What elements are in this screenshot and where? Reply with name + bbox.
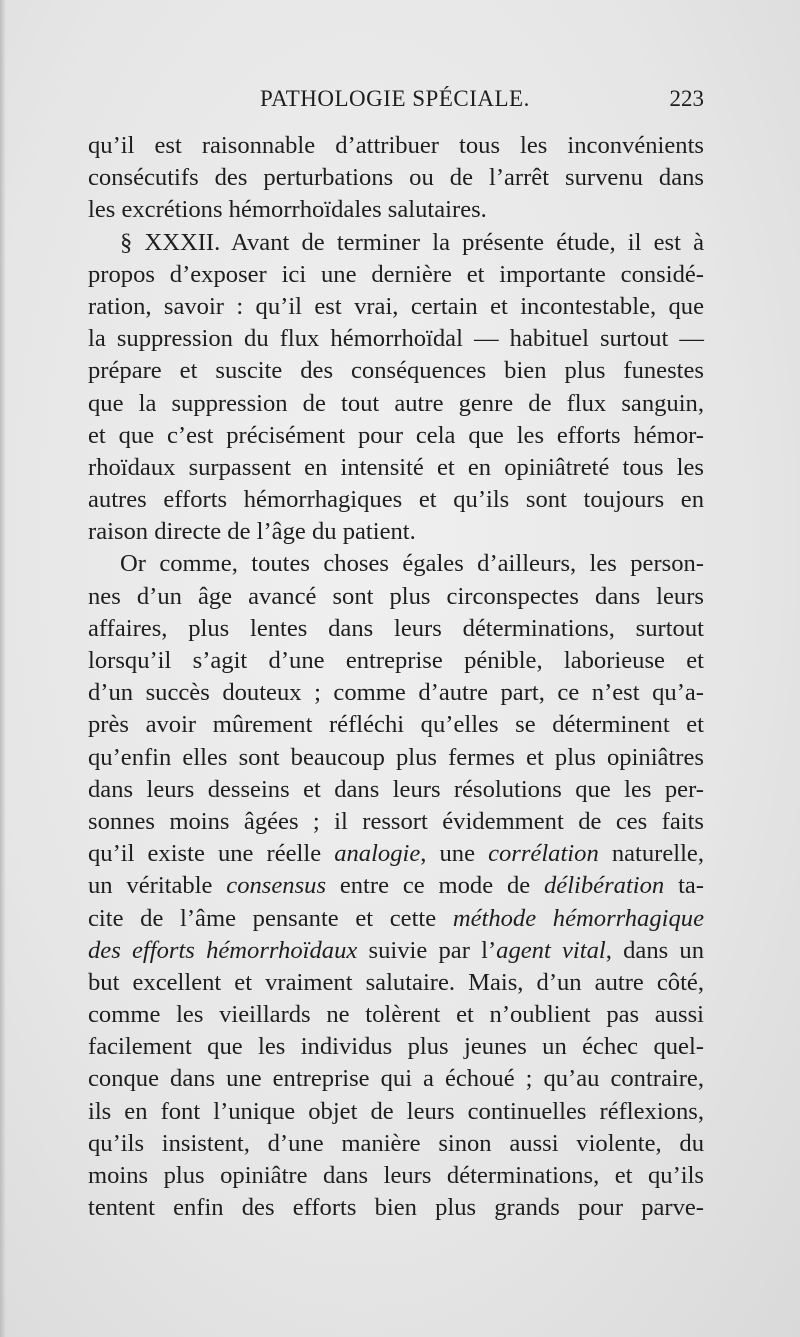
text-segment: qu’il est raisonnable d’attribuer tous les inconvénients (88, 132, 704, 159)
text-segment: entre ce mode de (326, 872, 544, 900)
text-line (88, 323, 704, 355)
text-line (88, 484, 704, 516)
text-segment: rhoïdaux surpassent en intensité et en opiniâtreté tous les (88, 453, 704, 481)
text-line (88, 227, 704, 259)
italic-text: méthode hémorrhagique (452, 904, 704, 932)
text-line (88, 967, 704, 999)
text-segment: naturelle, (598, 840, 704, 868)
text-segment: qu’enfin elles sont beaucoup plus fermes et plus opiniâtres (88, 743, 704, 771)
text-segment: facilement que les individus plus jeunes un échec quel- (88, 1033, 704, 1061)
text-line (88, 870, 704, 902)
italic-text: consensus (226, 872, 327, 900)
text-line (88, 259, 704, 291)
text-line (88, 194, 704, 226)
italic-text: des efforts hémorrhoïdaux (88, 936, 358, 964)
text-segment: autres efforts hémorrhagiques et qu’ils sont toujours en (88, 486, 704, 514)
text-segment: ils en font l’unique objet de leurs continuelles réflexions, (88, 1097, 704, 1125)
text-line (88, 838, 704, 870)
text-line (88, 999, 704, 1031)
italic-text: délibération (544, 872, 665, 900)
text-segment: conque dans une entreprise qui a échoué ; qu’au contraire, (88, 1065, 704, 1093)
text-line (88, 613, 704, 645)
text-line (88, 388, 704, 420)
text-segment: but excellent et vraiment salutaire. Mais, d’un autre côté, (88, 968, 704, 996)
text-line (88, 516, 704, 548)
text-segment: moins plus opiniâtre dans leurs déterminations, et qu’ils (88, 1162, 704, 1189)
text-segment: Or comme, toutes choses égales d’ailleurs, les person- (120, 550, 704, 578)
text-segment: , une (420, 840, 489, 868)
text-line (88, 1031, 704, 1063)
text-line (88, 1096, 704, 1128)
text-segment: qu’ils insistent, d’une manière sinon aussi violente, du (88, 1129, 704, 1157)
page-header (88, 86, 704, 122)
text-line (88, 709, 704, 741)
text-line (88, 677, 704, 709)
text-line (88, 1063, 704, 1095)
text-segment: § XXXII. Avant de terminer la présente étude, il est à (120, 228, 704, 256)
text-segment: raison directe de l’âge du patient. (88, 518, 416, 546)
text-segment: cite de l’âme pensante et cette (88, 904, 453, 932)
italic-text: corrélation (488, 840, 599, 868)
text-line (88, 291, 704, 323)
text-segment: propos d’exposer ici une dernière et importante considé- (88, 260, 704, 288)
body-text (88, 130, 704, 1224)
text-segment: prépare et suscite des conséquences bien plus funestes (88, 357, 704, 385)
text-line (88, 452, 704, 484)
text-segment: consécutifs des perturbations ou de l’arrêt survenu dans (88, 164, 704, 192)
text-segment: suivie par l’ (357, 936, 497, 964)
page-number: 223 (669, 86, 704, 111)
text-segment: ration, savoir : qu’il est vrai, certain et incontestable, que (88, 292, 704, 320)
text-line (88, 903, 704, 935)
text-line (88, 774, 704, 806)
text-line (88, 420, 704, 452)
text-segment: comme les vieillards ne tolèrent et n’oublient pas aussi (88, 1001, 704, 1029)
text-segment: la suppression du flux hémorrhoïdal — habituel surtout — (88, 325, 704, 353)
text-segment: les excrétions hémorrhoïdales salutaires. (88, 196, 487, 224)
text-segment: sonnes moins âgées ; il ressort évidemment de ces faits (88, 807, 704, 835)
text-line (88, 645, 704, 677)
italic-text: analogie (334, 840, 421, 868)
text-line (88, 742, 704, 774)
page-edge-shadow (0, 0, 6, 1337)
text-segment: ta- (664, 872, 705, 900)
text-segment: que la suppression de tout autre genre de flux sanguin, (88, 389, 704, 417)
text-line (88, 162, 704, 194)
text-segment: un véritable (88, 872, 227, 900)
text-segment: nes d’un âge avancé sont plus circonspectes dans leurs (88, 582, 704, 610)
text-segment: et que c’est précisément pour cela que les efforts hémor- (88, 421, 704, 449)
text-line (88, 548, 704, 580)
text-segment: d’un succès douteux ; comme d’autre part, ce n’est qu’a- (88, 679, 704, 707)
text-segment: lorsqu’il s’agit d’une entreprise pénible, laborieuse et (88, 647, 704, 674)
text-segment: affaires, plus lentes dans leurs déterminations, surtout (88, 614, 704, 642)
text-line (88, 130, 704, 162)
text-segment: , dans un (605, 936, 705, 964)
italic-text: agent vital (496, 936, 606, 964)
text-segment: tentent enfin des efforts bien plus grands pour parve- (88, 1194, 704, 1222)
text-line (88, 355, 704, 387)
text-line (88, 1128, 704, 1160)
text-line (88, 806, 704, 838)
text-line (88, 1192, 704, 1224)
text-line (88, 1160, 704, 1192)
text-segment: dans leurs desseins et dans leurs résolutions que les per- (88, 775, 704, 803)
text-segment: près avoir mûrement réfléchi qu’elles se déterminent et (88, 711, 704, 739)
text-line (88, 935, 704, 967)
text-segment: qu’il existe une réelle (88, 840, 335, 868)
running-title: PATHOLOGIE SPÉCIALE. (260, 86, 530, 111)
text-line (88, 581, 704, 613)
